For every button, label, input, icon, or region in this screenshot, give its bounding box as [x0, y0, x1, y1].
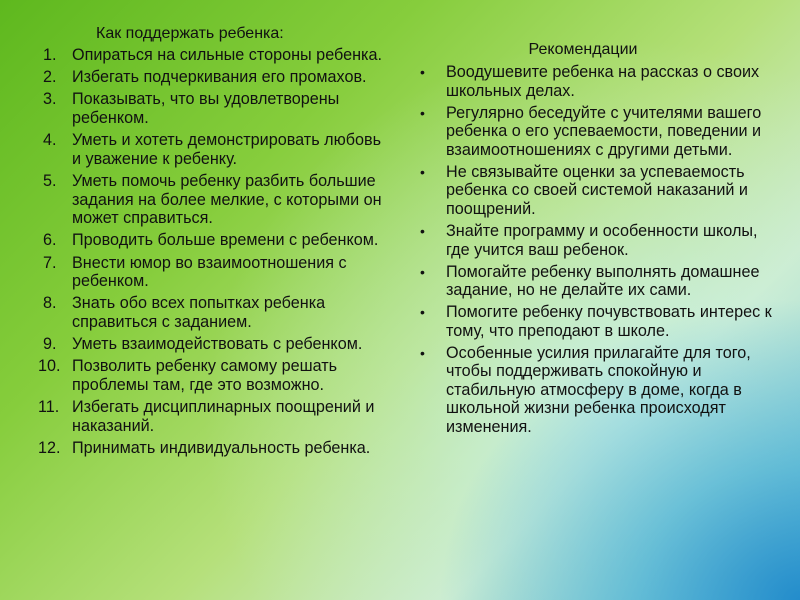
recommendation-item-2: [418, 104, 778, 160]
recommendation-item-3: [418, 163, 778, 219]
item-text: Проводить больше времени с ребенком.: [72, 231, 379, 250]
support-item-6: [38, 231, 388, 250]
bullet-icon: •: [420, 344, 425, 361]
recommendations-title: Рекомендации: [528, 41, 638, 58]
item-number: 8.: [43, 294, 57, 313]
support-item-2: [38, 68, 388, 87]
recommendation-text: Особенные усилия прилагайте для того, чтобы поддерживать спокойную и стабильную атмосферу в доме, когда в школьной жизни ребенка происходят изменения.: [446, 343, 751, 437]
recommendation-item-4: [418, 222, 778, 259]
item-text: Позволить ребенку самому решать проблемы там, где это возможно.: [72, 357, 338, 394]
support-item-5: [38, 172, 388, 228]
recommendation-item-5: [418, 263, 778, 300]
item-text: Уметь и хотеть демонстрировать любовь и уважение к ребенку.: [72, 131, 382, 168]
bullet-icon: •: [420, 64, 425, 80]
support-item-9: [38, 335, 388, 354]
bullet-icon: •: [420, 104, 425, 121]
item-number: 10.: [38, 357, 61, 376]
item-number: 1.: [43, 46, 57, 64]
support-item-1: [38, 46, 388, 65]
support-item-8: [38, 294, 388, 331]
item-number: 2.: [43, 68, 57, 87]
item-number: 4.: [43, 131, 57, 150]
support-item-7: [38, 254, 388, 291]
item-text: Показывать, что вы удовлетворены ребенком.: [72, 90, 340, 127]
item-number: 6.: [43, 231, 57, 250]
item-number: 5.: [43, 171, 57, 190]
recommendations-column: [418, 40, 778, 440]
item-text: Уметь помочь ребенку разбить большие задания на более мелкие, с которыми он может справиться.: [72, 171, 382, 228]
item-number: 3.: [43, 90, 57, 109]
bullet-icon: •: [420, 304, 425, 321]
support-item-10: [38, 357, 388, 394]
recommendation-text: Не связывайте оценки за успеваемость ребенка со своей системой наказаний и поощрений.: [446, 162, 748, 218]
item-number: 12.: [38, 438, 61, 457]
bullet-icon: •: [420, 163, 425, 180]
support-item-12: [38, 439, 388, 458]
recommendations-list: [418, 63, 778, 437]
recommendation-item-7: [418, 344, 778, 437]
support-column: [38, 24, 388, 461]
recommendation-item-1: [418, 63, 778, 100]
item-text: Внести юмор во взаимоотношения с ребенком.: [72, 253, 347, 291]
item-number: 7.: [43, 253, 57, 272]
recommendation-text: Воодушевите ребенка на рассказ о своих школьных делах.: [446, 63, 760, 100]
item-text: Избегать подчеркивания его промахов.: [72, 68, 367, 87]
item-text: Избегать дисциплинарных поощрений и наказаний.: [72, 398, 375, 435]
bullet-icon: •: [420, 222, 425, 239]
item-text: Опираться на сильные стороны ребенка.: [72, 46, 382, 64]
support-item-11: [38, 398, 388, 435]
support-item-3: [38, 90, 388, 127]
recommendation-item-6: [418, 303, 778, 340]
recommendation-text: Помогите ребенку почувствовать интерес к тому, что преподают в школе.: [446, 303, 772, 340]
recommendation-text: Помогайте ребенку выполнять домашнее задание, но не делайте их сами.: [446, 262, 760, 300]
support-title: Как поддержать ребенка:: [96, 25, 284, 42]
bullet-icon: •: [420, 263, 425, 280]
recommendation-text: Регулярно беседуйте с учителями вашего ребенка о его успеваемости, поведении и взаимоотношениях с другими детьми.: [446, 103, 762, 159]
support-list: [38, 46, 388, 457]
recommendation-text: Знайте программу и особенности школы, где учится ваш ребенок.: [446, 221, 758, 259]
item-number: 11.: [38, 398, 60, 417]
item-text: Уметь взаимодействовать с ребенком.: [72, 335, 363, 354]
item-text: Принимать индивидуальность ребенка.: [72, 438, 371, 457]
item-number: 9.: [43, 335, 57, 354]
item-text: Знать обо всех попытках ребенка справиться с заданием.: [72, 294, 326, 331]
support-item-4: [38, 131, 388, 168]
